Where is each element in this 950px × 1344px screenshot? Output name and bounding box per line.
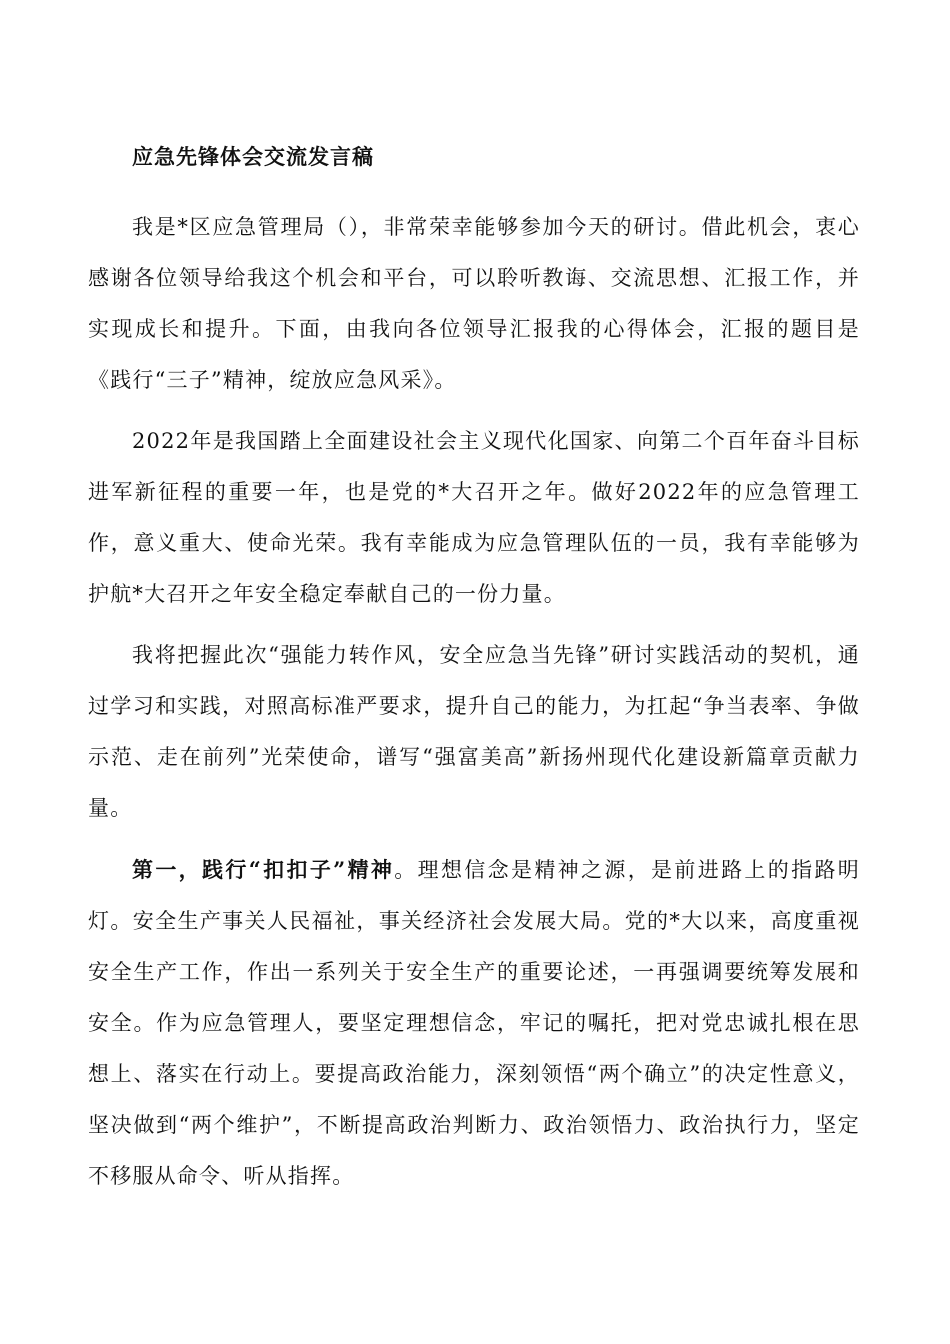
paragraph-1-text: 我是*区应急管理局（），非常荣幸能够参加今天的研讨。借此机会，衷心感谢各位领导给我这个机会和平台，可以聆听教诲、交流思想、汇报工作，并实现成长和提升。下面，由我向各位领导汇报我的心得体会，汇报的题目是《践行“三子”精神，绽放应急风采》。 <box>88 215 860 392</box>
paragraph-3-text: 我将把握此次“强能力转作风，安全应急当先锋”研讨实践活动的契机，通过学习和实践，对照高标准严要求，提升自己的能力，为扛起“争当表率、争做示范、走在前列”光荣使命，谱写“强富美高”新扬州现代化建设新篇章贡献力量。 <box>88 643 860 820</box>
paragraph-1 <box>88 202 860 406</box>
paragraph-4 <box>88 844 860 1202</box>
paragraph-4-text: 。理想信念是精神之源，是前进路上的指路明灯。安全生产事关人民福祉，事关经济社会发展大局。党的*大以来，高度重视安全生产工作，作出一系列关于安全生产的重要论述，一再强调要统筹发展和安全。作为应急管理人，要坚定理想信念，牢记的嘱托，把对党忠诚扎根在思想上、落实在行动上。要提高政治能力，深刻领悟“两个确立”的决定性意义，坚决做到“两个维护”，不断提高政治判断力、政治领悟力、政治执行力，坚定不移服从命令、听从指挥。 <box>88 858 860 1188</box>
paragraph-2-text: 2022年是我国踏上全面建设社会主义现代化国家、向第二个百年奋斗目标进军新征程的重要一年，也是党的*大召开之年。做好2022年的应急管理工作，意义重大、使命光荣。我有幸能成为应急管理队伍的一员，我有幸能够为护航*大召开之年安全稳定奉献自己的一份力量。 <box>88 429 860 606</box>
paragraph-3 <box>88 630 860 834</box>
document-page <box>88 138 860 1212</box>
paragraph-4-lead: 第一，践行“扣扣子”精神 <box>132 857 395 882</box>
document-title: 应急先锋体会交流发言稿 <box>132 144 374 169</box>
paragraph-2 <box>88 416 860 620</box>
